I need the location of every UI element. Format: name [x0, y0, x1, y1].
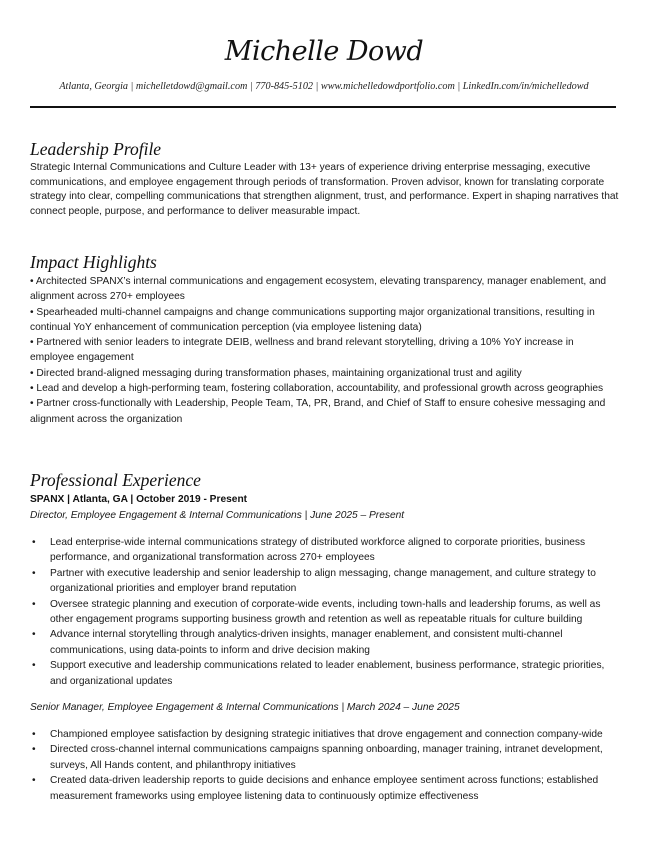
bullet-text: Support executive and leadership communications related to leader enablement, business performance, strategic priorities, and organizational updates	[50, 660, 605, 687]
list-item	[30, 535, 620, 566]
professional-experience-heading: Professional Experience	[30, 470, 201, 490]
bullet-text: Advance internal storytelling through analytics-driven insights, manager enablement, and consistent multi-channel communications, using data-points to inform and drive decision making	[50, 629, 563, 656]
list-item	[30, 727, 620, 742]
bullet-icon: •	[32, 629, 36, 641]
header-divider	[30, 106, 616, 108]
bullet-icon: •	[32, 729, 36, 740]
list-item	[30, 627, 620, 658]
bullet-icon: •	[32, 567, 36, 579]
impact-highlights-heading: Impact Highlights	[30, 252, 157, 272]
list-item: • Architected SPANX’s internal communications and engagement ecosystem, elevating transparency, manager enablement, and alignment across 270+ employees	[30, 276, 607, 303]
bullet-icon: •	[32, 744, 36, 756]
bullet-text: Directed cross-channel internal communications campaigns spanning onboarding, manager training, intranet development, surveys, All Hands content, and philanthropy initiatives	[50, 744, 603, 771]
list-item	[30, 742, 620, 773]
bullet-text: Oversee strategic planning and execution of corporate-wide events, including town-halls and leadership forums, as well as other engagement programs supporting business growth and retention as well as repeatable rituals for culture building	[50, 598, 601, 626]
role-title-director: Director, Employee Engagement & Internal Communications | June 2025 – Present	[30, 510, 405, 521]
list-item: • Partner cross-functionally with Leadership, People Team, TA, PR, Brand, and Chief of Staff to ensure cohesive messaging and alignment across the organization	[30, 398, 606, 425]
bullet-text: Lead enterprise-wide internal communications strategy of distributed workforce aligned to corporate priorities, business performance, and organizational transformation across 270+ employees	[50, 537, 586, 564]
bullet-text: Championed employee satisfaction by designing strategic initiatives that drove engagement and connection company-wide	[50, 729, 603, 740]
list-item	[30, 658, 620, 689]
leadership-profile-text: Strategic Internal Communications and Culture Leader with 13+ years of experience driving enterprise messaging, executive communications, and employee engagement through periods of transformation. Proven advisor, known for translating corporate strategy into clear, compelling communications that strengthen alignment, trust, and performance. Expert in shaping narratives that connect people, purpose, and performance to deliver measurable impact.	[30, 162, 619, 217]
list-item	[30, 566, 620, 597]
company-line: SPANX | Atlanta, GA | October 2019 - Present	[30, 494, 248, 505]
impact-highlights-list	[30, 274, 620, 427]
bullet-icon: •	[32, 537, 36, 548]
bullet-text: Partner with executive leadership and senior leadership to align messaging, change management, and culture strategy to organizational priorities and employer brand reputation	[50, 567, 596, 595]
bullet-icon: •	[32, 775, 36, 787]
director-bullets	[30, 535, 620, 689]
list-item: • Lead and develop a high-performing team, fostering collaboration, accountability, and professional growth across geographies	[30, 383, 604, 395]
candidate-name: Michelle Dowd	[224, 36, 424, 67]
bullet-icon: •	[32, 598, 36, 610]
role-title-senior-manager: Senior Manager, Employee Engagement & Internal Communications | March 2024 – June 2025	[30, 702, 460, 713]
list-item	[30, 773, 620, 804]
bullet-text: Created data-driven leadership reports to guide decisions and enhance employee sentiment across functions; established measurement frameworks using employee listening data to continuously optimize effectiveness	[50, 775, 599, 802]
list-item: • Spearheaded multi-channel campaigns and change communications supporting major organizational transitions, resulting in continual YoY enhancement of communication perception (via employee listening data)	[30, 306, 595, 333]
leadership-profile-heading: Leadership Profile	[30, 139, 162, 159]
bullet-icon: •	[32, 660, 36, 672]
list-item: • Directed brand-aligned messaging during transformation phases, maintaining organizational trust and agility	[30, 367, 522, 379]
list-item: • Partnered with senior leaders to integrate DEIB, wellness and brand relevant storytelling, driving a 10% YoY increase in employee engagement	[30, 337, 574, 364]
list-item	[30, 597, 620, 628]
senior-manager-bullets	[30, 727, 620, 804]
contact-line: Atlanta, Georgia | michelletdowd@gmail.com | 770-845-5102 | www.michelledowdportfolio.com | LinkedIn.com/in/michelledowd	[59, 81, 589, 92]
